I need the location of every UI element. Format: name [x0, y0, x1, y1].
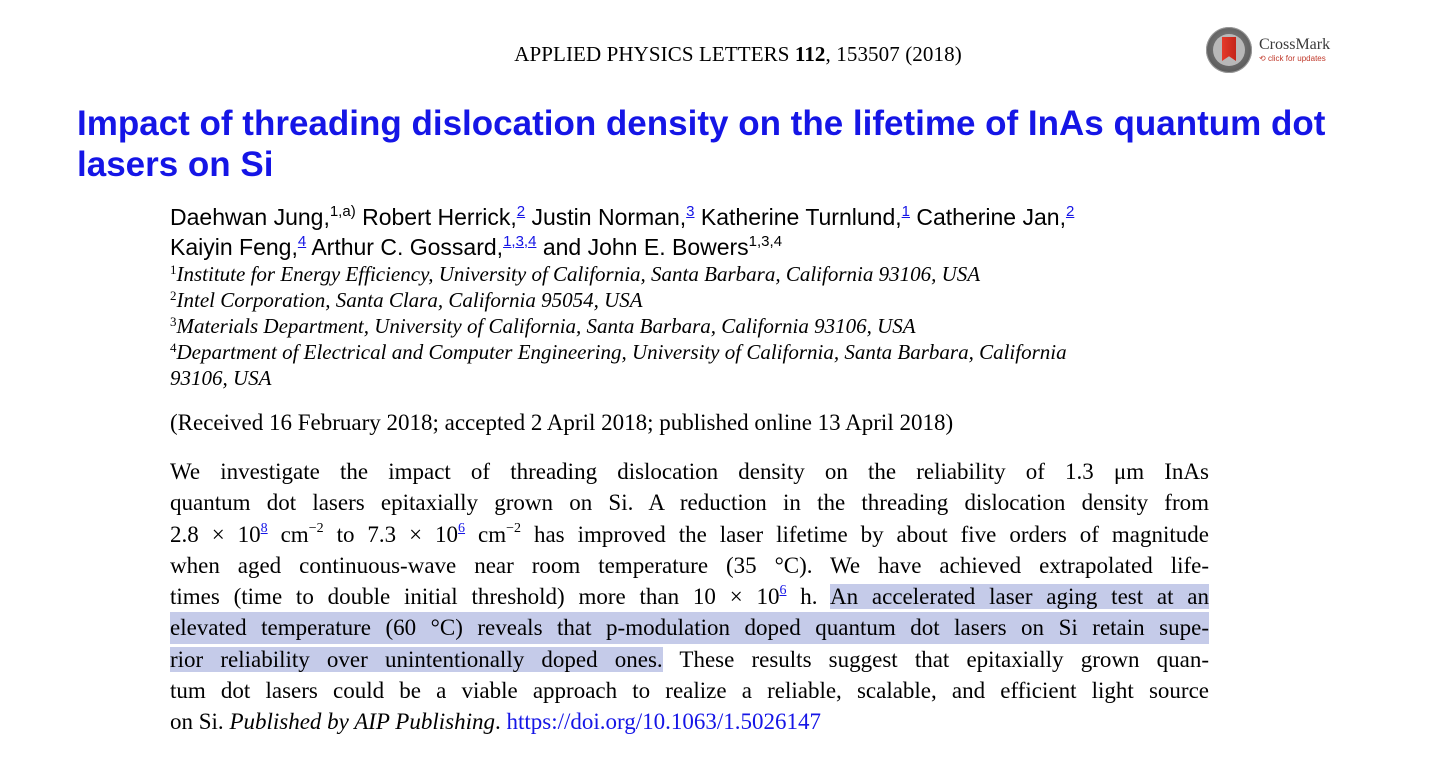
abstract-line: times (time to double initial threshold) more than $10 \times 10^6$ h. An accelerated laser aging test at an	[170, 583, 1209, 610]
author-name: Kaiyin Feng,	[170, 234, 298, 260]
title-line-2: lasers on Si	[77, 145, 274, 184]
crossmark-name: CrossMark	[1259, 36, 1331, 53]
received-dates: (Received 16 February 2018; accepted 2 April 2018; published online 13 April 2018)	[170, 410, 954, 435]
crossmark-icon	[1206, 27, 1252, 73]
journal-article-year: , 153507 (2018)	[825, 42, 962, 66]
author-affiliation-link[interactable]: 2	[1065, 203, 1075, 220]
highlighted-text[interactable]: elevated temperature (60 °C) reveals that p-modulation doped quantum dot lasers on Si retain supe-	[170, 612, 1209, 643]
abstract-line: when aged continuous-wave near room temperature (35 °C). We have achieved extrapolated life-	[170, 552, 1209, 578]
author-list	[170, 202, 1250, 262]
crossmark-badge[interactable]	[1206, 25, 1330, 75]
journal-name: APPLIED PHYSICS LETTERS	[514, 42, 790, 66]
reference-link[interactable]: 6	[779, 583, 787, 599]
publisher-note: Published by AIP Publishing	[229, 709, 495, 735]
affiliation-continuation: 93106, USA	[170, 366, 272, 390]
author-affiliation-link[interactable]: 3	[686, 203, 695, 220]
abstract-line: We investigate the impact of threading dislocation density on the reliability of 1.3 μm InAs	[170, 459, 1209, 484]
reference-link[interactable]: 8	[260, 520, 268, 536]
author-name: Arthur C. Gossard,	[311, 234, 504, 260]
abstract	[170, 456, 1209, 738]
author-name: Catherine Jan,	[916, 204, 1066, 230]
paper-title	[77, 103, 1417, 185]
author-affiliation-link[interactable]: 1	[901, 203, 910, 220]
abstract-line: quantum dot lasers epitaxially grown on Si. A reduction in the threading dislocation density from	[170, 490, 1209, 516]
arrow-icon: ⟲	[1259, 54, 1268, 63]
abstract-line: $2.8 \times 10^8$ $cm^{-2}$ to $7.3 \times 10^6$ $cm^{-2}$ has improved the laser lifetime by about five orders of magnitude	[170, 520, 1209, 547]
author-affiliation-link[interactable]: 1,3,4	[503, 233, 537, 250]
journal-volume: 112	[794, 42, 826, 66]
author-affiliation-link[interactable]: 4	[297, 233, 307, 250]
abstract-line: tum dot lasers could be a viable approach to realize a reliable, scalable, and efficient light source	[170, 678, 1209, 704]
author-name: and John E. Bowers	[542, 234, 749, 260]
author-name: Justin Norman,	[531, 204, 687, 230]
affiliation-list	[170, 261, 1230, 391]
affiliation-item: $^2$Intel Corporation, Santa Clara, California 95054, USA	[170, 288, 643, 312]
title-line-1: Impact of threading dislocation density on the lifetime of InAs quantum dot	[77, 104, 1326, 143]
affiliation-item: $^3$Materials Department, University of California, Santa Barbara, California 93106, USA	[170, 314, 916, 338]
doi-link[interactable]: https://doi.org/10.1063/1.5026147	[506, 709, 822, 735]
author-affiliation-ref: 1,a)	[329, 203, 356, 220]
author-name: Daehwan Jung,	[170, 204, 330, 230]
author-affiliation-ref: 1,3,4	[748, 233, 783, 250]
affiliation-item: $^1$Institute for Energy Efficiency, University of California, Santa Barbara, California 93106, USA	[170, 262, 981, 286]
author-name: Robert Herrick,	[362, 204, 517, 230]
author-name: Katherine Turnlund,	[700, 204, 902, 230]
highlighted-text[interactable]: rior reliability over unintentionally doped ones.	[170, 646, 663, 672]
reference-link[interactable]: 6	[458, 520, 466, 536]
authors-line-2	[170, 232, 1250, 262]
affiliation-item: $^4$Department of Electrical and Computer Engineering, University of California, Santa Barbara, California	[170, 340, 1067, 364]
abstract-line: rior reliability over unintentionally doped ones. These results suggest that epitaxially grown quan-	[170, 646, 1209, 672]
author-affiliation-link[interactable]: 2	[516, 203, 526, 220]
authors-line-1	[170, 202, 1250, 232]
crossmark-subtitle: ⟲ click for updates	[1259, 54, 1326, 63]
highlighted-text[interactable]: An accelerated laser aging test at an	[830, 584, 1209, 610]
abstract-line: on Si. Published by AIP Publishing. https://doi.org/10.1063/1.5026147	[170, 709, 822, 735]
